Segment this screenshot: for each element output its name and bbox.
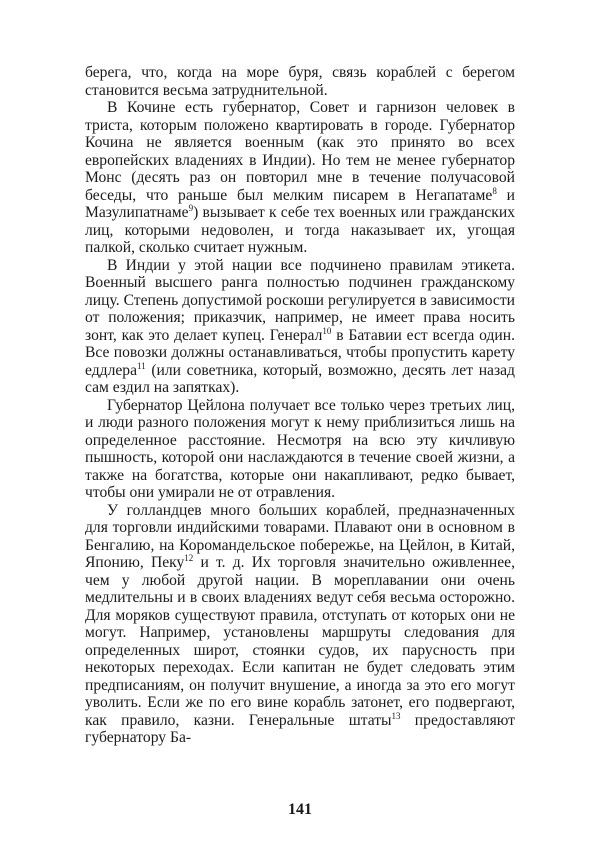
paragraph-1: [85, 64, 515, 99]
paragraph-text: берега, что, когда на море буря, связь кораблей с берегом становится весьма затруднительной.: [85, 64, 515, 99]
paragraph-text: У голландцев много больших кораблей, предназначенных для торговли индийскими товарами. Плавают они в основном в Бенгалию, на Коромандельское побережье, на Цейлон, в Китай, Японию, Пеку: [85, 501, 515, 571]
paragraph-text: и Мазулипатнаме: [85, 186, 515, 221]
footnote-ref: 10: [322, 325, 332, 336]
paragraph-4: [85, 397, 515, 502]
footnote-ref: 13: [391, 710, 401, 721]
paragraph-text: В Индии у этой нации все подчинено правилам этикета. Военный высшего ранга полностью подчинен гражданскому лицу. Степень допустимой роскоши регулируется в зависимости от положения; приказчик, например, не имеет права носить зонт, как это делает купец. Генерал: [85, 256, 515, 344]
paragraph-3: [85, 257, 515, 397]
book-page-text: [85, 64, 515, 747]
paragraph-2: [85, 99, 515, 257]
paragraph-text: и т. д. Их торговля значительно оживленнее, чем у любой другой нации. В мореплавании они очень медлительны и в своих владениях ведут себя весьма осторожно. Для моряков существуют правила, отступать от которых они не могут. Например, установлены маршруты следования для определенных широт, стоянки судов, их парусность при некоторых переходах. Если капитан не будет следовать этим предписаниям, он получит внушение, а иногда за это его могут уволить. Если же по его вине корабль затонет, его подвергают, как правило, казни. Генеральные штаты: [85, 554, 516, 729]
paragraph-text: предоставляют губернатору Ба-: [85, 711, 515, 746]
footnote-ref: 12: [184, 553, 194, 563]
paragraph-text: (или советника, который, возможно, десять лет назад сам ездил на запятках).: [85, 361, 515, 396]
paragraph-text: в Батавии ест всегда один. Все повозки должны останавливаться, чтобы пропустить карету еддлера: [85, 326, 515, 379]
paragraph-5: [85, 502, 515, 747]
page-number: 141: [288, 801, 312, 818]
footnote-ref: 8: [492, 185, 497, 196]
paragraph-text: ) вызывает к себе тех военных или гражданских лиц, которыми недоволен, и тогда наказывает их, угощая палкой, сколько считает нужным.: [85, 204, 515, 256]
paragraph-text: Губернатор Цейлона получает все только через третьих лиц, и люди разного положения могут к нему приблизиться лишь на определенное расстояние. Несмотря на всю эту кичливую пышность, которой они наслаждаются в течение своей жизни, а также на богатства, которые они накапливают, редко бывает, чтобы они умирали не от отравления.: [85, 396, 515, 501]
footnote-ref: 11: [137, 360, 146, 371]
footnote-ref: 9: [188, 203, 194, 213]
paragraph-text: В Кочине есть губернатор, Совет и гарнизон человек в триста, которым положено квартировать в городе. Губернатор Кочина не является военным (как это принято во всех европейских владениях в Индии). Но тем не менее губернатор Монс (десять раз он повторил мне в течение получасовой беседы, что раньше был мелким писарем в Негапатаме: [85, 99, 515, 204]
